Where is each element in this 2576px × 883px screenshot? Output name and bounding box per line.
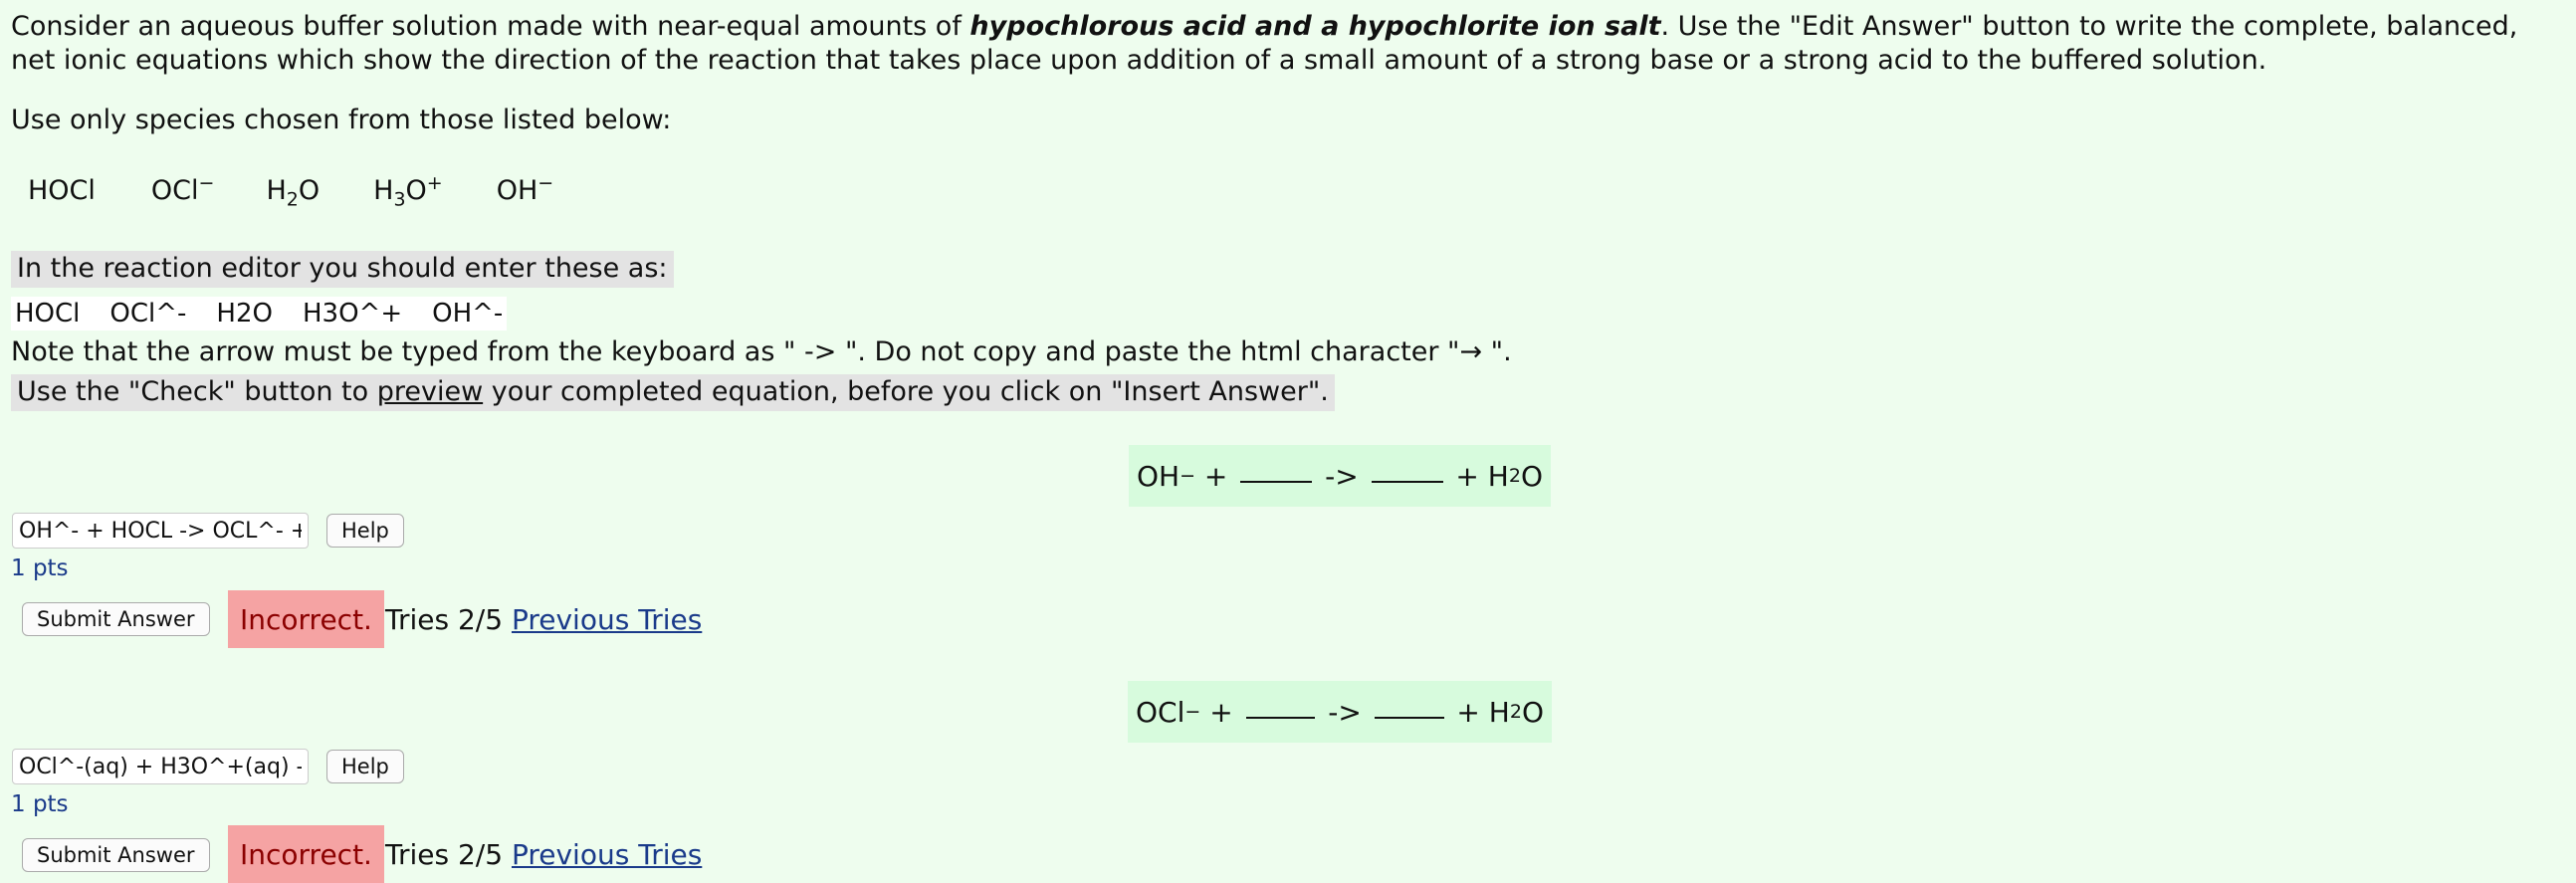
blank-2: [1372, 481, 1443, 483]
equation-template-2: OCl − + -> + H 2 O: [1128, 681, 1552, 743]
status-badge-1: Incorrect.: [228, 590, 384, 648]
species-list: [28, 172, 554, 211]
answer-input-2[interactable]: [12, 749, 309, 784]
preview-link[interactable]: preview: [376, 376, 484, 407]
help-button-1[interactable]: Help: [326, 514, 404, 548]
submit-answer-button-1[interactable]: Submit Answer: [22, 602, 210, 636]
blank-2: [1375, 717, 1444, 719]
species-hocl: HOCl: [28, 175, 96, 206]
intro-text: Consider an aqueous buffer solution made with near-equal amounts of: [11, 11, 970, 42]
points-label-2: 1 pts: [11, 791, 69, 817]
species-ocl-minus: OCl−: [150, 172, 215, 206]
intro-text-rest: . Use the "Edit Answer" button to write the complete, balanced, net ionic equations which show the direction of the reaction that takes place upon addition of a small amount of a strong base or a strong acid to the buffered solution.: [11, 11, 2518, 76]
species-h2o: $H_2O$: [266, 175, 321, 211]
points-label-1: 1 pts: [11, 555, 69, 581]
check-note: Use the "Check" button to preview your completed equation, before you click on "Insert Answer".: [11, 374, 1335, 411]
editor-code: H2O: [216, 299, 273, 329]
editor-code: HOCl: [15, 299, 81, 329]
use-only-instruction: Use only species chosen from those listed below:: [11, 105, 672, 135]
submit-answer-button-2[interactable]: Submit Answer: [22, 838, 210, 872]
equation-template-1: OH − + -> + H 2 O: [1129, 445, 1551, 507]
help-button-2[interactable]: Help: [326, 750, 404, 783]
intro-bold-text: hypochlorous acid and a hypochlorite ion salt: [969, 11, 1661, 42]
blank-1: [1246, 717, 1316, 719]
editor-code: H3O^+: [302, 299, 403, 329]
previous-tries-link-2[interactable]: Previous Tries: [511, 838, 703, 871]
arrow-note: Note that the arrow must be typed from the keyboard as " -> ". Do not copy and paste the html character "→ ".: [11, 336, 1512, 367]
tries-text-2: Tries 2/5 Previous Tries: [385, 838, 703, 871]
editor-code: OCl^-: [109, 299, 187, 329]
species-oh-minus: OH−: [496, 172, 554, 206]
tries-text-1: Tries 2/5 Previous Tries: [385, 603, 703, 636]
editor-note: In the reaction editor you should enter these as:: [11, 251, 674, 288]
previous-tries-link-1[interactable]: Previous Tries: [511, 603, 703, 636]
blank-1: [1240, 481, 1312, 483]
problem-intro: [11, 10, 2559, 78]
editor-codes: [11, 297, 507, 331]
species-h3o-plus: $H_3O^+$: [373, 172, 443, 211]
answer-input-1[interactable]: [12, 513, 309, 549]
editor-code: OH^-: [432, 299, 504, 329]
status-badge-2: Incorrect.: [228, 825, 384, 883]
